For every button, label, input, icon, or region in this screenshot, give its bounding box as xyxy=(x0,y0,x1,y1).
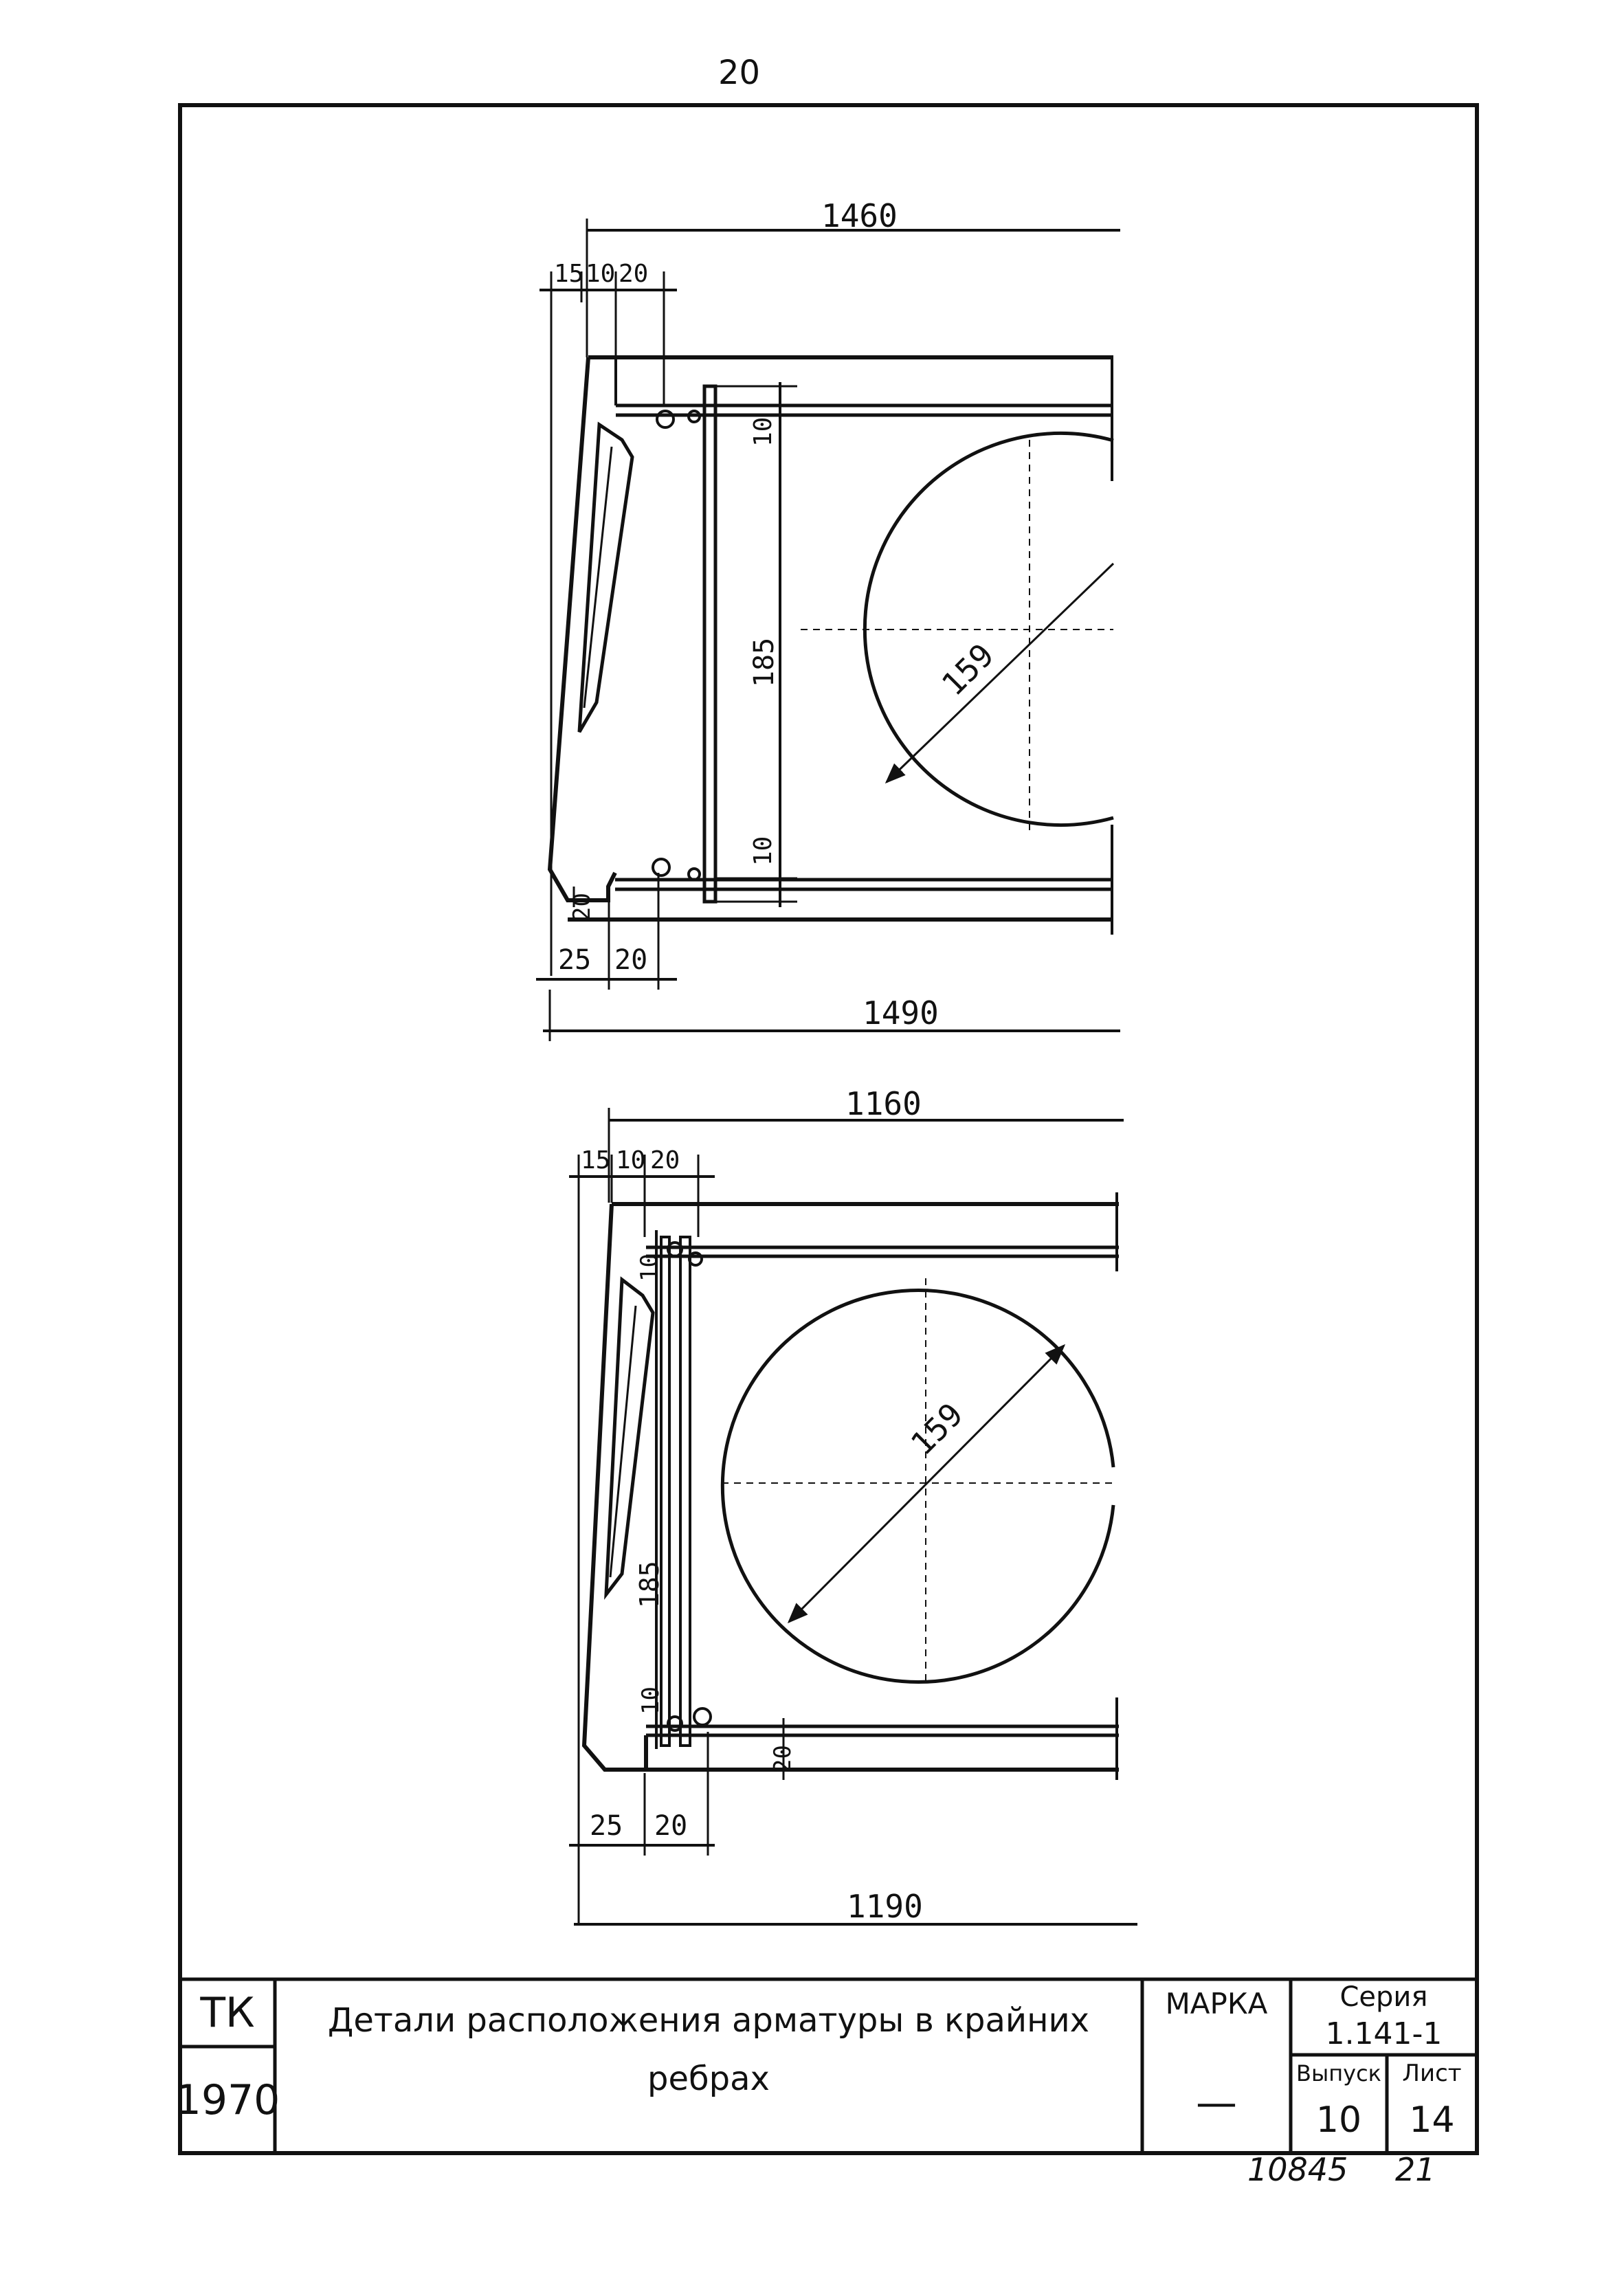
dim-10-top: 10 xyxy=(586,260,616,288)
issue-value: 10 xyxy=(1315,2100,1362,2141)
drawing-title-line2: ребрах xyxy=(647,2060,770,2098)
dim-1160: 1160 xyxy=(845,1085,922,1122)
dim-v20-bottom: 20 xyxy=(769,1745,797,1773)
drawing-year: 1970 xyxy=(175,2075,280,2124)
series-value: 1.141-1 xyxy=(1325,2016,1443,2051)
dim-v185-bottom: 185 xyxy=(634,1561,665,1608)
rib-outline-top xyxy=(550,357,615,900)
marka-label: МАРКА xyxy=(1165,1986,1268,2020)
dim-10-bottom: 10 xyxy=(616,1146,646,1174)
dim-15-bottom: 15 xyxy=(581,1146,611,1174)
stirrup-plate-bottom-b xyxy=(680,1237,690,1746)
dim-1190: 1190 xyxy=(847,1888,923,1925)
dim-1460: 1460 xyxy=(821,197,898,234)
diameter-line-top xyxy=(887,564,1113,782)
dim-159-top: 159 xyxy=(934,636,1001,703)
dim-v10b-bottom: 10 xyxy=(637,1686,665,1715)
detail-top-dims xyxy=(554,197,1001,1032)
issue-label: Выпуск xyxy=(1296,2060,1381,2086)
rebar-b-bottom-right xyxy=(694,1708,711,1725)
circle-cutout-bottom xyxy=(722,1290,1113,1682)
dim-25-bottom: 25 xyxy=(590,1810,623,1842)
rebar-bottom-left xyxy=(653,859,669,876)
dim-25-top: 25 xyxy=(558,944,592,976)
org-code: ТК xyxy=(200,1989,255,2037)
dim-20-top: 20 xyxy=(619,260,649,288)
dim-v185-top: 185 xyxy=(748,637,780,687)
dim-v10b-top: 10 xyxy=(749,836,777,866)
archive-suffix: 21 xyxy=(1395,2151,1436,2188)
dim-20b-top: 20 xyxy=(614,944,648,976)
drawing-title-line1: Детали расположения арматуры в крайних xyxy=(327,2001,1090,2040)
stirrup-plate-top xyxy=(704,386,715,902)
dim-v20-top: 20 xyxy=(568,893,596,921)
dim-15-top: 15 xyxy=(554,260,584,288)
sheet-label: Лист xyxy=(1402,2060,1462,2087)
detail-top xyxy=(536,219,1120,1041)
dim-20b-bottom: 20 xyxy=(654,1810,688,1842)
dim-v10-bottom: 10 xyxy=(636,1254,663,1282)
dim-159-bottom: 159 xyxy=(903,1395,970,1462)
dim-20-bottom: 20 xyxy=(650,1146,680,1174)
sheet-value: 14 xyxy=(1409,2100,1455,2141)
drawing-frame xyxy=(175,105,1477,2153)
detail-bottom-dims xyxy=(581,1085,970,1925)
dim-1490: 1490 xyxy=(863,994,939,1032)
detail-bottom xyxy=(569,1108,1137,1924)
dim-v10-top: 10 xyxy=(749,416,777,447)
series-label: Серия xyxy=(1339,1981,1428,2013)
page-number: 20 xyxy=(718,54,761,92)
archive-number: 10845 xyxy=(1247,2151,1348,2188)
marka-value: — xyxy=(1196,2079,1237,2127)
stirrup-plate-bottom-a xyxy=(661,1237,669,1746)
